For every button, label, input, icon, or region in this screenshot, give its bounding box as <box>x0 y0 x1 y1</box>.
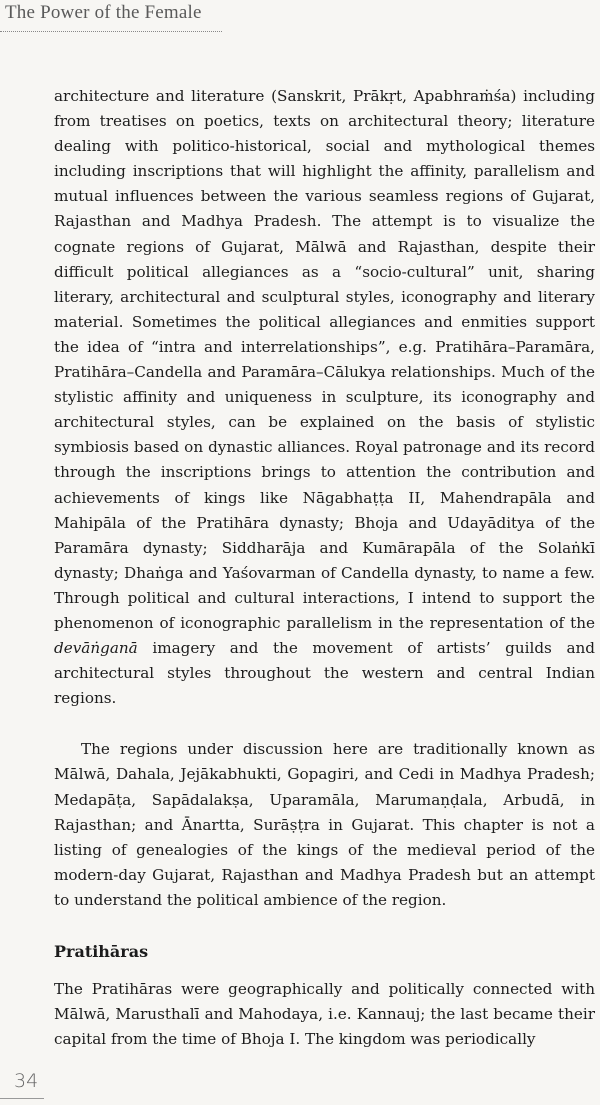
paragraph-1-text: architecture and literature (Sanskrit, Prākṛt, Apabhraṁśa) including from treatises on poetics, texts on architectural theory; literature dealing with politico-historical, social and mythological themes including inscriptions that will highlight the affinity, parallelism and mutual influences between the various seamless regions of Gujarat, Rajasthan and Madhya Pradesh. The attempt is to visualize the cognate regions of Gujarat, Mālwā and Rajasthan, despite their difficult political allegiances as a “socio-cultural” unit, sharing literary, architectural and sculptural styles, iconography and literary material. Sometimes the political allegiances and enmities support the idea of “intra and interrelationships”, e.g. Pratihāra–Paramāra, Pratihāra–Candella and Paramāra–Cālukya relationships. Much of the stylistic affinity and uniqueness in sculpture, its iconography and architectural styles, can be explained on the basis of stylistic symbiosis based on dynastic alliances. Royal patronage and its record through the inscriptions brings to attention the contribution and achievements of kings like Nāgabhaṭṭa II, Mahendrapāla and Mahipāla of the Pratihāra dynasty; Bhoja and Udayāditya of the Paramāra dynasty; Siddharāja and Kumārapāla of the Solaṅkī dynasty; Dhaṅga and Yaśovarman of Candella dynasty, to name a few. Through political and cultural interactions, I intend to support the phenomenon of iconographic parallelism in the representation of the <box>54 87 595 632</box>
section-heading: Pratihāras <box>54 942 149 961</box>
paragraph-3: The Pratihāras were geographically and politically connected with Mālwā, Marusthalī and Mahodaya, i.e. Kannauj; the last became their capital from the time of Bhoja I. The kingdom was periodically <box>54 980 595 1049</box>
running-head: The Power of the Female <box>5 2 202 23</box>
header-rule <box>0 31 222 32</box>
page-number: 34 <box>14 1070 39 1092</box>
italic-term: devāṅganā <box>54 639 138 658</box>
paragraph-1 <box>54 84 595 711</box>
paragraph-2: The regions under discussion here are traditionally known as Mālwā, Dahala, Jejākabhukti, Gopagiri, and Cedi in Madhya Pradesh; Medapāṭa, Sapādalakṣa, Uparamāla, Marumaṇḍala, Arbudā, in Rajasthan; and Ānartta, Surāṣṭra in Gujarat. This chapter is not a listing of genealogies of the kings of the medieval period of the modern-day Gujarat, Rajasthan and Madhya Pradesh but an attempt to understand the political ambience of the region. <box>54 740 595 909</box>
paragraph-1-end: imagery and the movement of artists’ guilds and architectural styles throughout the western and central Indian regions. <box>54 639 595 708</box>
page-body <box>54 84 595 1052</box>
footer-rule <box>0 1098 44 1099</box>
